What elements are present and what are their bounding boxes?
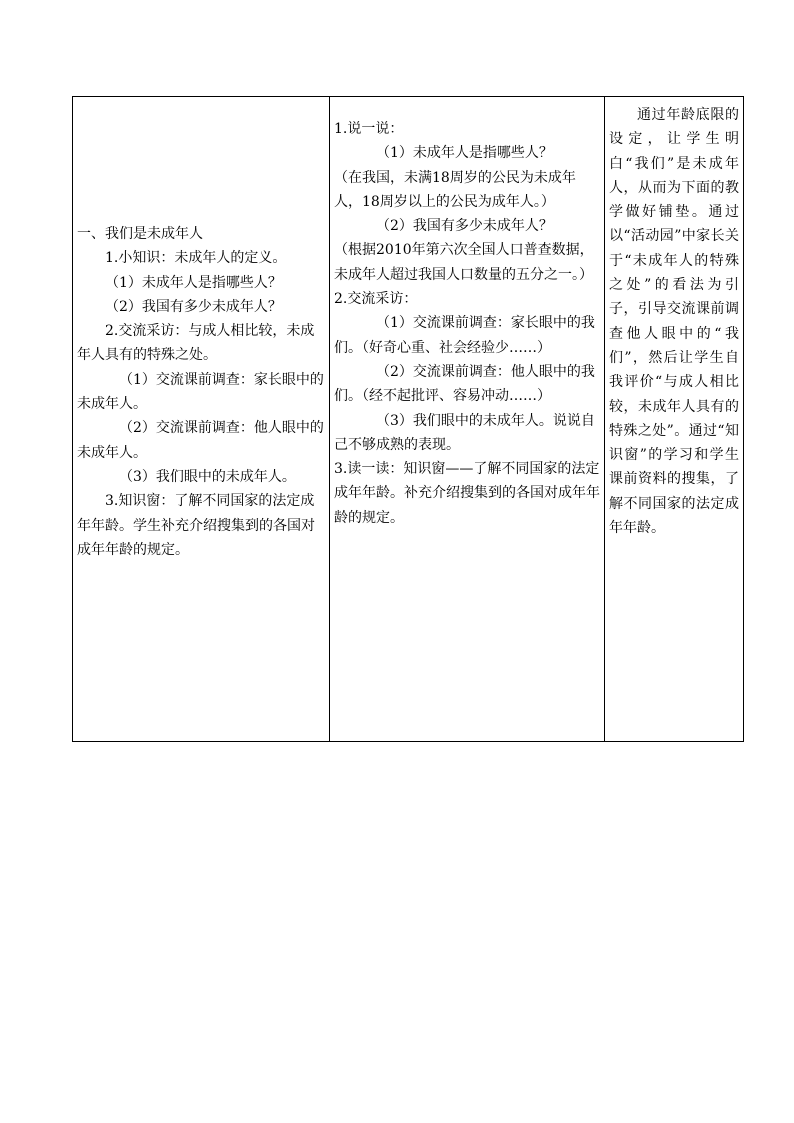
activity-column (330, 97, 605, 742)
activity-line: （3）我们眼中的未成年人。说说自己不够成熟的表现。 (334, 412, 595, 453)
intent-column (605, 97, 744, 742)
activity-line: （在我国，未满18周岁的公民为未成年人，18周岁以上的公民为成年人。） (334, 169, 576, 210)
content-line: 2.交流采访：与成人相比较，未成年人具有的特殊之处。 (77, 323, 315, 364)
activity-line: （2）我国有多少未成年人？ (376, 218, 553, 235)
content-line: 3.知识窗：了解不同国家的法定成年年龄。学生补充介绍搜集到的各国对成年年龄的规定。 (77, 493, 315, 558)
content-line: （2）我国有多少未成年人？ (105, 298, 282, 315)
activity-line: 2.交流采访： (334, 291, 418, 308)
content-line: （1）未成年人是指哪些人？ (105, 274, 282, 291)
section-heading: 一、我们是未成年人 (77, 226, 203, 242)
design-intent-text: 通过年龄底限的设定，让学生明白“我们”是未成年人，从而为下面的教学做好铺垫。通过以“活动园”中家长关于“未成年人的特殊之处”的看法为引子，引导交流课前调查他人眼中的“我们”，然后让学生自我评价“与成人相比较，未成年人具有的特殊之处”。通过“知识窗”的学习和学生课前资料的搜集，了解不同国家的法定成年年龄。 (609, 107, 739, 537)
activity-line: （根据2010年第六次全国人口普查数据，未成年人超过我国人口数量的五分之一。） (334, 242, 594, 283)
lesson-table (72, 96, 744, 742)
content-line: 1.小知识：未成年人的定义。 (105, 250, 287, 267)
activity-line: （2）交流课前调查：他人眼中的我们。（经不起批评、容易冲动……） (334, 363, 595, 405)
activity-line: （1）交流课前调查：家长眼中的我们。（好奇心重、社会经验少……） (334, 315, 595, 356)
content-line: （2）交流课前调查：他人眼中的未成年人。 (77, 420, 324, 461)
activity-line: 1.说一说： (334, 121, 404, 137)
content-column (73, 97, 330, 742)
activity-line: （1）未成年人是指哪些人？ (376, 145, 553, 162)
activity-line: 3.读一读：知识窗——了解不同国家的法定成年年龄。补充介绍搜集到的各国对成年年龄的规定。 (334, 461, 600, 526)
content-line: （3）我们眼中的未成年人。 (119, 468, 296, 485)
table-row (73, 97, 744, 742)
content-line: （1）交流课前调查：家长眼中的未成年人。 (77, 371, 324, 413)
